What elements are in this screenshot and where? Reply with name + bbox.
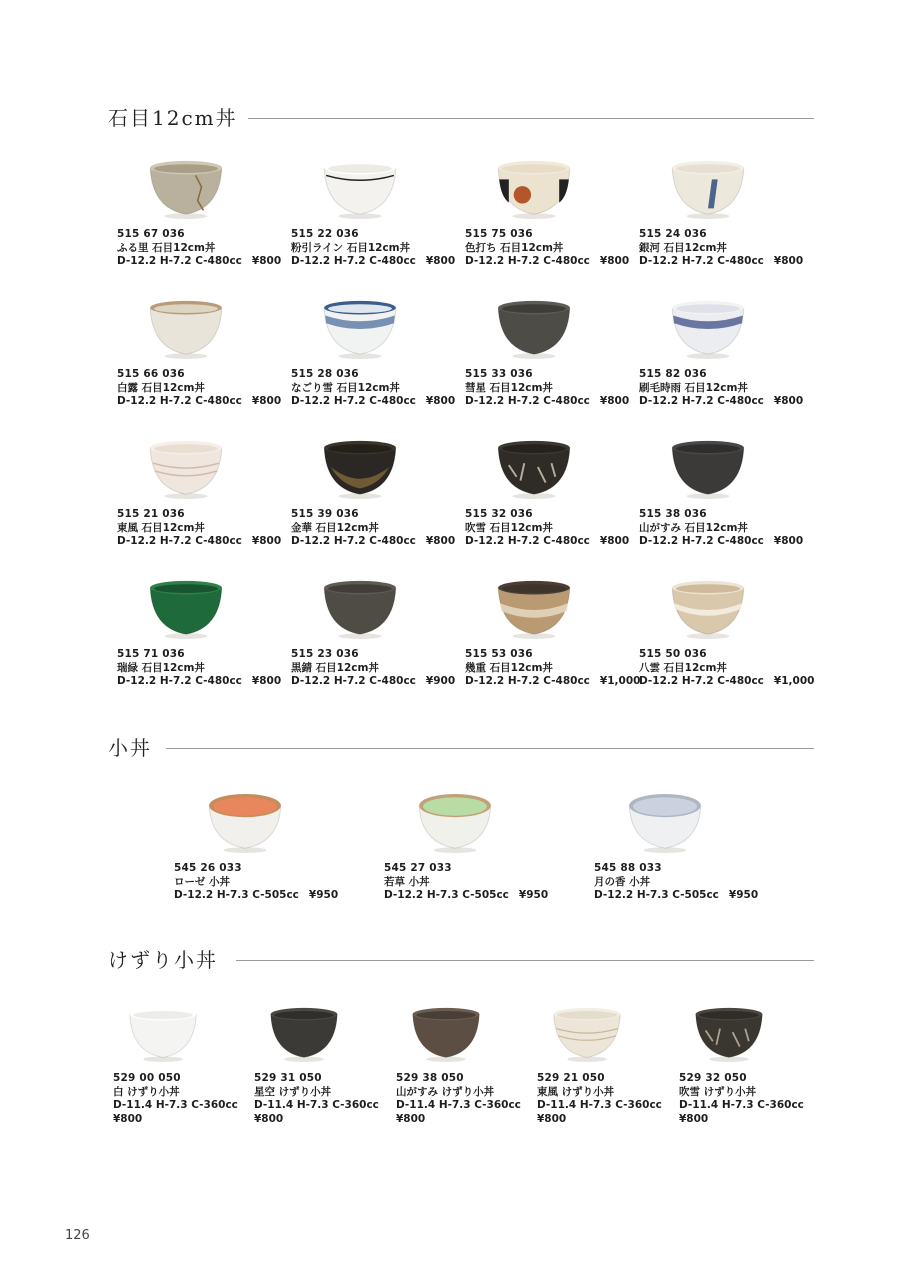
product-price: ¥800 — [425, 535, 456, 547]
product-price: ¥800 — [254, 1112, 284, 1125]
product-code: 515 82 036 — [639, 368, 707, 380]
bowl-image — [321, 158, 399, 220]
product-spec: D-12.2 H-7.2 C-480cc — [291, 395, 416, 407]
bowl-image — [147, 438, 225, 500]
product-spec-line — [117, 255, 292, 269]
product-info — [465, 508, 640, 549]
section-title-ishime-donburi: 石目12cm丼 — [108, 106, 238, 130]
product-card — [117, 298, 292, 409]
product-card — [639, 158, 814, 269]
product-name: 白 けずり小丼 — [113, 1085, 180, 1098]
product-price: ¥900 — [425, 675, 456, 687]
product-info — [384, 862, 559, 903]
product-card — [465, 578, 640, 689]
product-price: ¥800 — [396, 1112, 426, 1125]
product-spec-line — [465, 675, 640, 689]
product-card — [291, 298, 466, 409]
product-spec-line — [639, 395, 814, 409]
product-name: 粉引ライン 石目12cm丼 — [291, 241, 411, 254]
product-info — [594, 862, 769, 903]
section-rule — [236, 960, 814, 961]
product-spec-line — [384, 889, 559, 903]
product-name: 吹雪 けずり小丼 — [679, 1085, 757, 1098]
product-info — [117, 648, 292, 689]
product-code: 515 32 036 — [465, 508, 533, 520]
product-info — [117, 508, 292, 549]
product-card — [639, 578, 814, 689]
bowl-image — [495, 438, 573, 500]
product-info — [679, 1072, 854, 1126]
product-code: 515 28 036 — [291, 368, 359, 380]
product-code: 515 71 036 — [117, 648, 185, 660]
product-spec: D-12.2 H-7.2 C-480cc — [639, 535, 764, 547]
bowl-image — [127, 1004, 199, 1064]
product-name: 刷毛時雨 石目12cm丼 — [639, 381, 748, 394]
product-spec-line — [594, 889, 769, 903]
bowl-image — [495, 578, 573, 640]
product-card — [291, 438, 466, 549]
section-rule — [248, 118, 814, 119]
product-card — [291, 578, 466, 689]
product-price: ¥800 — [113, 1112, 143, 1125]
product-code: 515 21 036 — [117, 508, 185, 520]
product-spec: D-12.2 H-7.2 C-480cc — [465, 395, 590, 407]
product-code: 515 53 036 — [465, 648, 533, 660]
bowl-image — [321, 438, 399, 500]
section-rule — [166, 748, 814, 749]
bowl-image — [268, 1004, 340, 1064]
bowl-image — [147, 298, 225, 360]
product-spec-line — [639, 535, 814, 549]
product-code: 515 24 036 — [639, 228, 707, 240]
product-spec: D-12.2 H-7.2 C-480cc — [291, 675, 416, 687]
product-spec: D-12.2 H-7.2 C-480cc — [117, 395, 242, 407]
bowl-image — [669, 578, 747, 640]
product-name: 東風 石目12cm丼 — [117, 521, 205, 534]
product-price: ¥800 — [251, 535, 282, 547]
product-info — [639, 228, 814, 269]
product-name: ローゼ 小丼 — [174, 875, 230, 888]
product-spec: D-11.4 H-7.3 C-360cc — [113, 1099, 238, 1111]
product-spec-line — [291, 535, 466, 549]
product-info — [639, 368, 814, 409]
product-card — [679, 1004, 854, 1126]
product-card — [117, 438, 292, 549]
product-price: ¥800 — [599, 535, 630, 547]
product-info — [465, 648, 640, 689]
product-name: 彗星 石目12cm丼 — [465, 381, 553, 394]
product-price: ¥800 — [679, 1112, 709, 1125]
product-name: 色打ち 石目12cm丼 — [465, 241, 564, 254]
product-spec: D-12.2 H-7.2 C-480cc — [117, 535, 242, 547]
product-name: 幾重 石目12cm丼 — [465, 661, 553, 674]
product-spec: D-12.2 H-7.3 C-505cc — [384, 889, 509, 901]
product-price: ¥950 — [728, 889, 759, 901]
product-price: ¥800 — [537, 1112, 567, 1125]
product-card — [384, 792, 559, 903]
product-card — [117, 578, 292, 689]
product-price: ¥800 — [773, 395, 804, 407]
product-price: ¥1,000 — [599, 675, 641, 687]
product-code: 515 33 036 — [465, 368, 533, 380]
product-price: ¥800 — [425, 255, 456, 267]
product-info — [639, 648, 814, 689]
product-card — [639, 438, 814, 549]
bowl-image — [321, 298, 399, 360]
product-info — [117, 228, 292, 269]
section-title-ko-donburi: 小丼 — [108, 736, 152, 760]
product-price: ¥950 — [518, 889, 549, 901]
product-spec: D-12.2 H-7.2 C-480cc — [465, 255, 590, 267]
bowl-image — [495, 158, 573, 220]
product-info — [291, 508, 466, 549]
product-spec: D-12.2 H-7.2 C-480cc — [465, 675, 590, 687]
product-spec-line — [117, 395, 292, 409]
bowl-image — [206, 792, 284, 854]
product-code: 515 23 036 — [291, 648, 359, 660]
product-name: 八雲 石目12cm丼 — [639, 661, 727, 674]
product-spec: D-12.2 H-7.2 C-480cc — [117, 675, 242, 687]
bowl-image — [669, 298, 747, 360]
product-spec-line — [465, 395, 640, 409]
product-info — [174, 862, 349, 903]
product-spec-line — [174, 889, 349, 903]
product-info — [291, 368, 466, 409]
bowl-image — [147, 158, 225, 220]
product-code: 529 21 050 — [537, 1072, 605, 1084]
product-price-line — [679, 1113, 854, 1127]
product-card — [639, 298, 814, 409]
bowl-image — [626, 792, 704, 854]
product-spec: D-12.2 H-7.3 C-505cc — [594, 889, 719, 901]
product-code: 529 31 050 — [254, 1072, 322, 1084]
product-price: ¥800 — [773, 535, 804, 547]
product-name: ふる里 石目12cm丼 — [117, 241, 216, 254]
product-info — [291, 648, 466, 689]
bowl-image — [693, 1004, 765, 1064]
product-card — [594, 792, 769, 903]
product-name: なごり雪 石目12cm丼 — [291, 381, 400, 394]
product-name: 黒錆 石目12cm丼 — [291, 661, 379, 674]
product-name: 瑞緑 石目12cm丼 — [117, 661, 205, 674]
product-code: 545 27 033 — [384, 862, 452, 874]
bowl-image — [669, 438, 747, 500]
product-code: 529 38 050 — [396, 1072, 464, 1084]
product-price: ¥800 — [773, 255, 804, 267]
product-code: 515 75 036 — [465, 228, 533, 240]
product-name: 吹雪 石目12cm丼 — [465, 521, 553, 534]
product-info — [465, 228, 640, 269]
product-spec: D-12.2 H-7.2 C-480cc — [291, 535, 416, 547]
bowl-image — [147, 578, 225, 640]
product-price: ¥1,000 — [773, 675, 815, 687]
product-price: ¥800 — [251, 395, 282, 407]
product-spec-line — [291, 675, 466, 689]
bowl-image — [551, 1004, 623, 1064]
bowl-image — [410, 1004, 482, 1064]
product-spec: D-12.2 H-7.2 C-480cc — [639, 395, 764, 407]
product-name: 若草 小丼 — [384, 875, 430, 888]
product-spec: D-11.4 H-7.3 C-360cc — [254, 1099, 379, 1111]
product-name: 白露 石目12cm丼 — [117, 381, 205, 394]
product-price: ¥800 — [425, 395, 456, 407]
product-spec-line — [117, 675, 292, 689]
page-number: 126 — [65, 1228, 90, 1243]
product-price: ¥800 — [599, 255, 630, 267]
product-card — [465, 438, 640, 549]
product-name: 月の香 小丼 — [594, 875, 651, 888]
product-code: 515 39 036 — [291, 508, 359, 520]
bowl-image — [416, 792, 494, 854]
product-spec: D-11.4 H-7.3 C-360cc — [396, 1099, 521, 1111]
product-code: 515 22 036 — [291, 228, 359, 240]
product-name: 山がすみ 石目12cm丼 — [639, 521, 748, 534]
product-info — [465, 368, 640, 409]
product-card — [465, 158, 640, 269]
product-code: 515 50 036 — [639, 648, 707, 660]
product-spec: D-12.2 H-7.2 C-480cc — [639, 255, 764, 267]
product-spec-line — [639, 675, 814, 689]
product-code: 529 32 050 — [679, 1072, 747, 1084]
product-spec-line — [679, 1099, 854, 1113]
product-name: 銀河 石目12cm丼 — [639, 241, 727, 254]
product-spec-line — [465, 255, 640, 269]
product-name: 山がすみ けずり小丼 — [396, 1085, 495, 1098]
product-card — [465, 298, 640, 409]
product-code: 515 38 036 — [639, 508, 707, 520]
product-info — [639, 508, 814, 549]
product-spec-line — [291, 395, 466, 409]
product-price: ¥800 — [251, 255, 282, 267]
product-card — [291, 158, 466, 269]
product-price: ¥800 — [599, 395, 630, 407]
product-code: 515 66 036 — [117, 368, 185, 380]
product-spec: D-12.2 H-7.2 C-480cc — [291, 255, 416, 267]
product-card — [117, 158, 292, 269]
product-code: 545 88 033 — [594, 862, 662, 874]
product-price: ¥950 — [308, 889, 339, 901]
product-spec: D-11.4 H-7.3 C-360cc — [537, 1099, 662, 1111]
product-spec: D-12.2 H-7.2 C-480cc — [117, 255, 242, 267]
product-info — [117, 368, 292, 409]
product-name: 金華 石目12cm丼 — [291, 521, 379, 534]
product-code: 529 00 050 — [113, 1072, 181, 1084]
product-spec: D-12.2 H-7.2 C-480cc — [465, 535, 590, 547]
product-spec-line — [291, 255, 466, 269]
product-card — [174, 792, 349, 903]
product-name: 星空 けずり小丼 — [254, 1085, 332, 1098]
product-spec-line — [117, 535, 292, 549]
product-info — [291, 228, 466, 269]
bowl-image — [669, 158, 747, 220]
product-spec-line — [465, 535, 640, 549]
product-code: 545 26 033 — [174, 862, 242, 874]
section-title-kezuri-ko-donburi: けずり小丼 — [108, 948, 218, 972]
product-code: 515 67 036 — [117, 228, 185, 240]
bowl-image — [495, 298, 573, 360]
product-spec: D-11.4 H-7.3 C-360cc — [679, 1099, 804, 1111]
product-spec: D-12.2 H-7.2 C-480cc — [639, 675, 764, 687]
product-name: 東風 けずり小丼 — [537, 1085, 615, 1098]
product-price: ¥800 — [251, 675, 282, 687]
product-spec: D-12.2 H-7.3 C-505cc — [174, 889, 299, 901]
bowl-image — [321, 578, 399, 640]
product-spec-line — [639, 255, 814, 269]
